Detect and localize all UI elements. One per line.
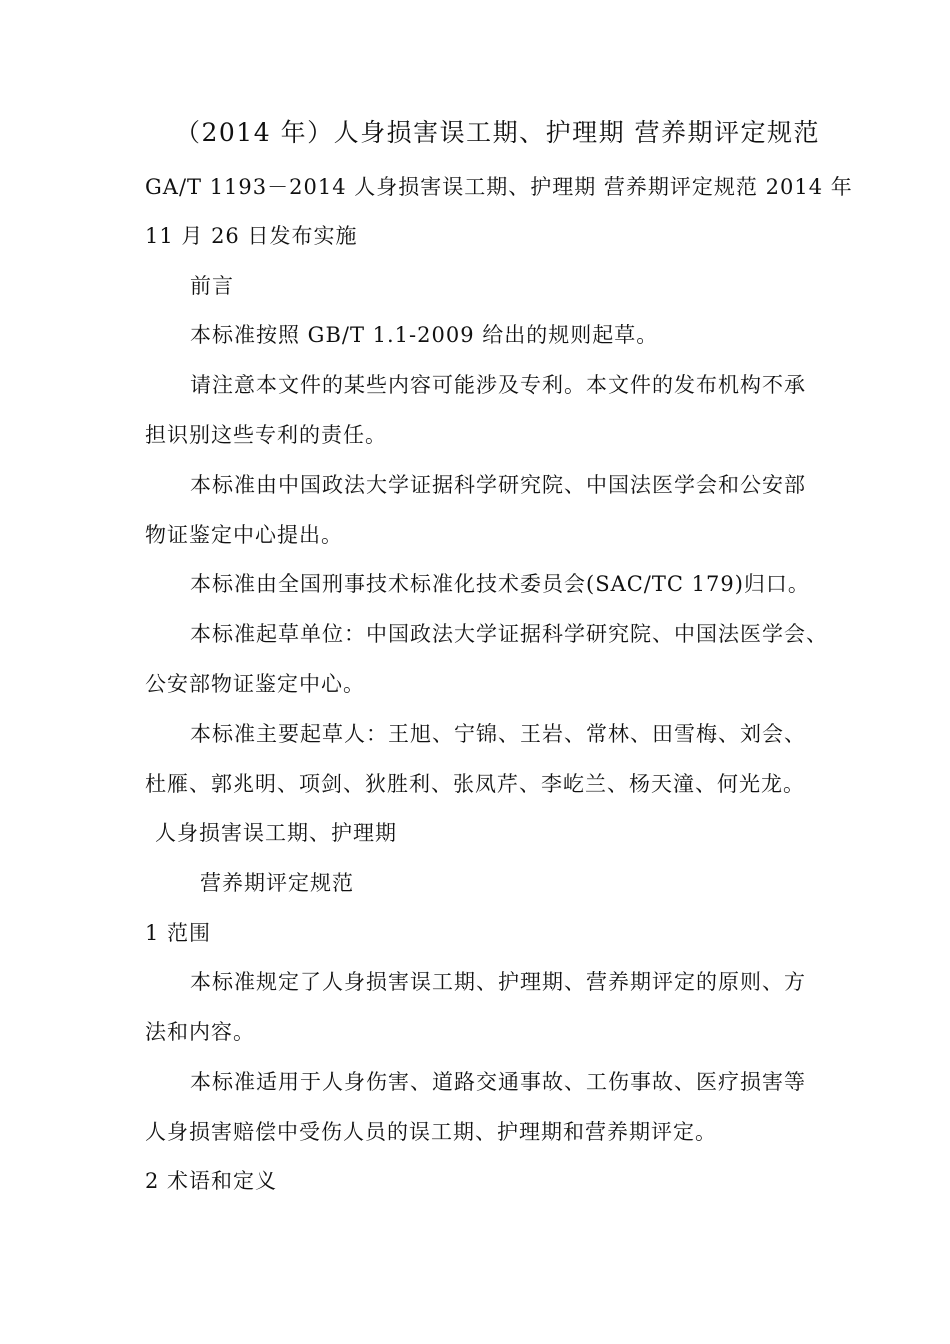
paragraph-3-line-2: 物证鉴定中心提出。: [145, 523, 343, 547]
paragraph-6-line-2: 杜雁、郭兆明、项剑、狄胜利、张凤芹、李屹兰、杨天潼、何光龙。: [145, 772, 805, 796]
header-line-2: 11 月 26 日发布实施: [145, 224, 358, 248]
section-1-paragraph-2-line-2: 人身损害赔偿中受伤人员的误工期、护理期和营养期评定。: [145, 1120, 717, 1144]
paragraph-5-line-1: 本标准起草单位：中国政法大学证据科学研究院、中国法医学会、: [190, 622, 828, 646]
subtitle-line-2: 营养期评定规范: [200, 871, 354, 895]
header-line-1: GA/T 1193－2014 人身损害误工期、护理期 营养期评定规范 2014 年: [145, 175, 853, 199]
paragraph-6-line-1: 本标准主要起草人：王旭、宁锦、王岩、常林、田雪梅、刘会、: [190, 722, 806, 746]
section-1-paragraph-1-line-2: 法和内容。: [145, 1020, 255, 1044]
section-1-paragraph-1-line-1: 本标准规定了人身损害误工期、护理期、营养期评定的原则、方: [190, 970, 806, 994]
paragraph-4: 本标准由全国刑事技术标准化技术委员会(SAC/TC 179)归口。: [190, 572, 810, 596]
section-2-heading: 2 术语和定义: [145, 1169, 278, 1193]
paragraph-3-line-1: 本标准由中国政法大学证据科学研究院、中国法医学会和公安部: [190, 473, 806, 497]
foreword-heading: 前言: [190, 274, 234, 298]
section-1-heading: 1 范围: [145, 921, 212, 945]
document-title: （2014 年）人身损害误工期、护理期 营养期评定规范: [175, 118, 821, 147]
paragraph-5-line-2: 公安部物证鉴定中心。: [145, 672, 365, 696]
paragraph-1: 本标准按照 GB/T 1.1-2009 给出的规则起草。: [190, 323, 659, 347]
subtitle-line-1: 人身损害误工期、护理期: [155, 821, 397, 845]
section-1-paragraph-2-line-1: 本标准适用于人身伤害、道路交通事故、工伤事故、医疗损害等: [190, 1070, 806, 1094]
paragraph-2-line-1: 请注意本文件的某些内容可能涉及专利。本文件的发布机构不承: [190, 373, 806, 397]
paragraph-2-line-2: 担识别这些专利的责任。: [145, 423, 387, 447]
